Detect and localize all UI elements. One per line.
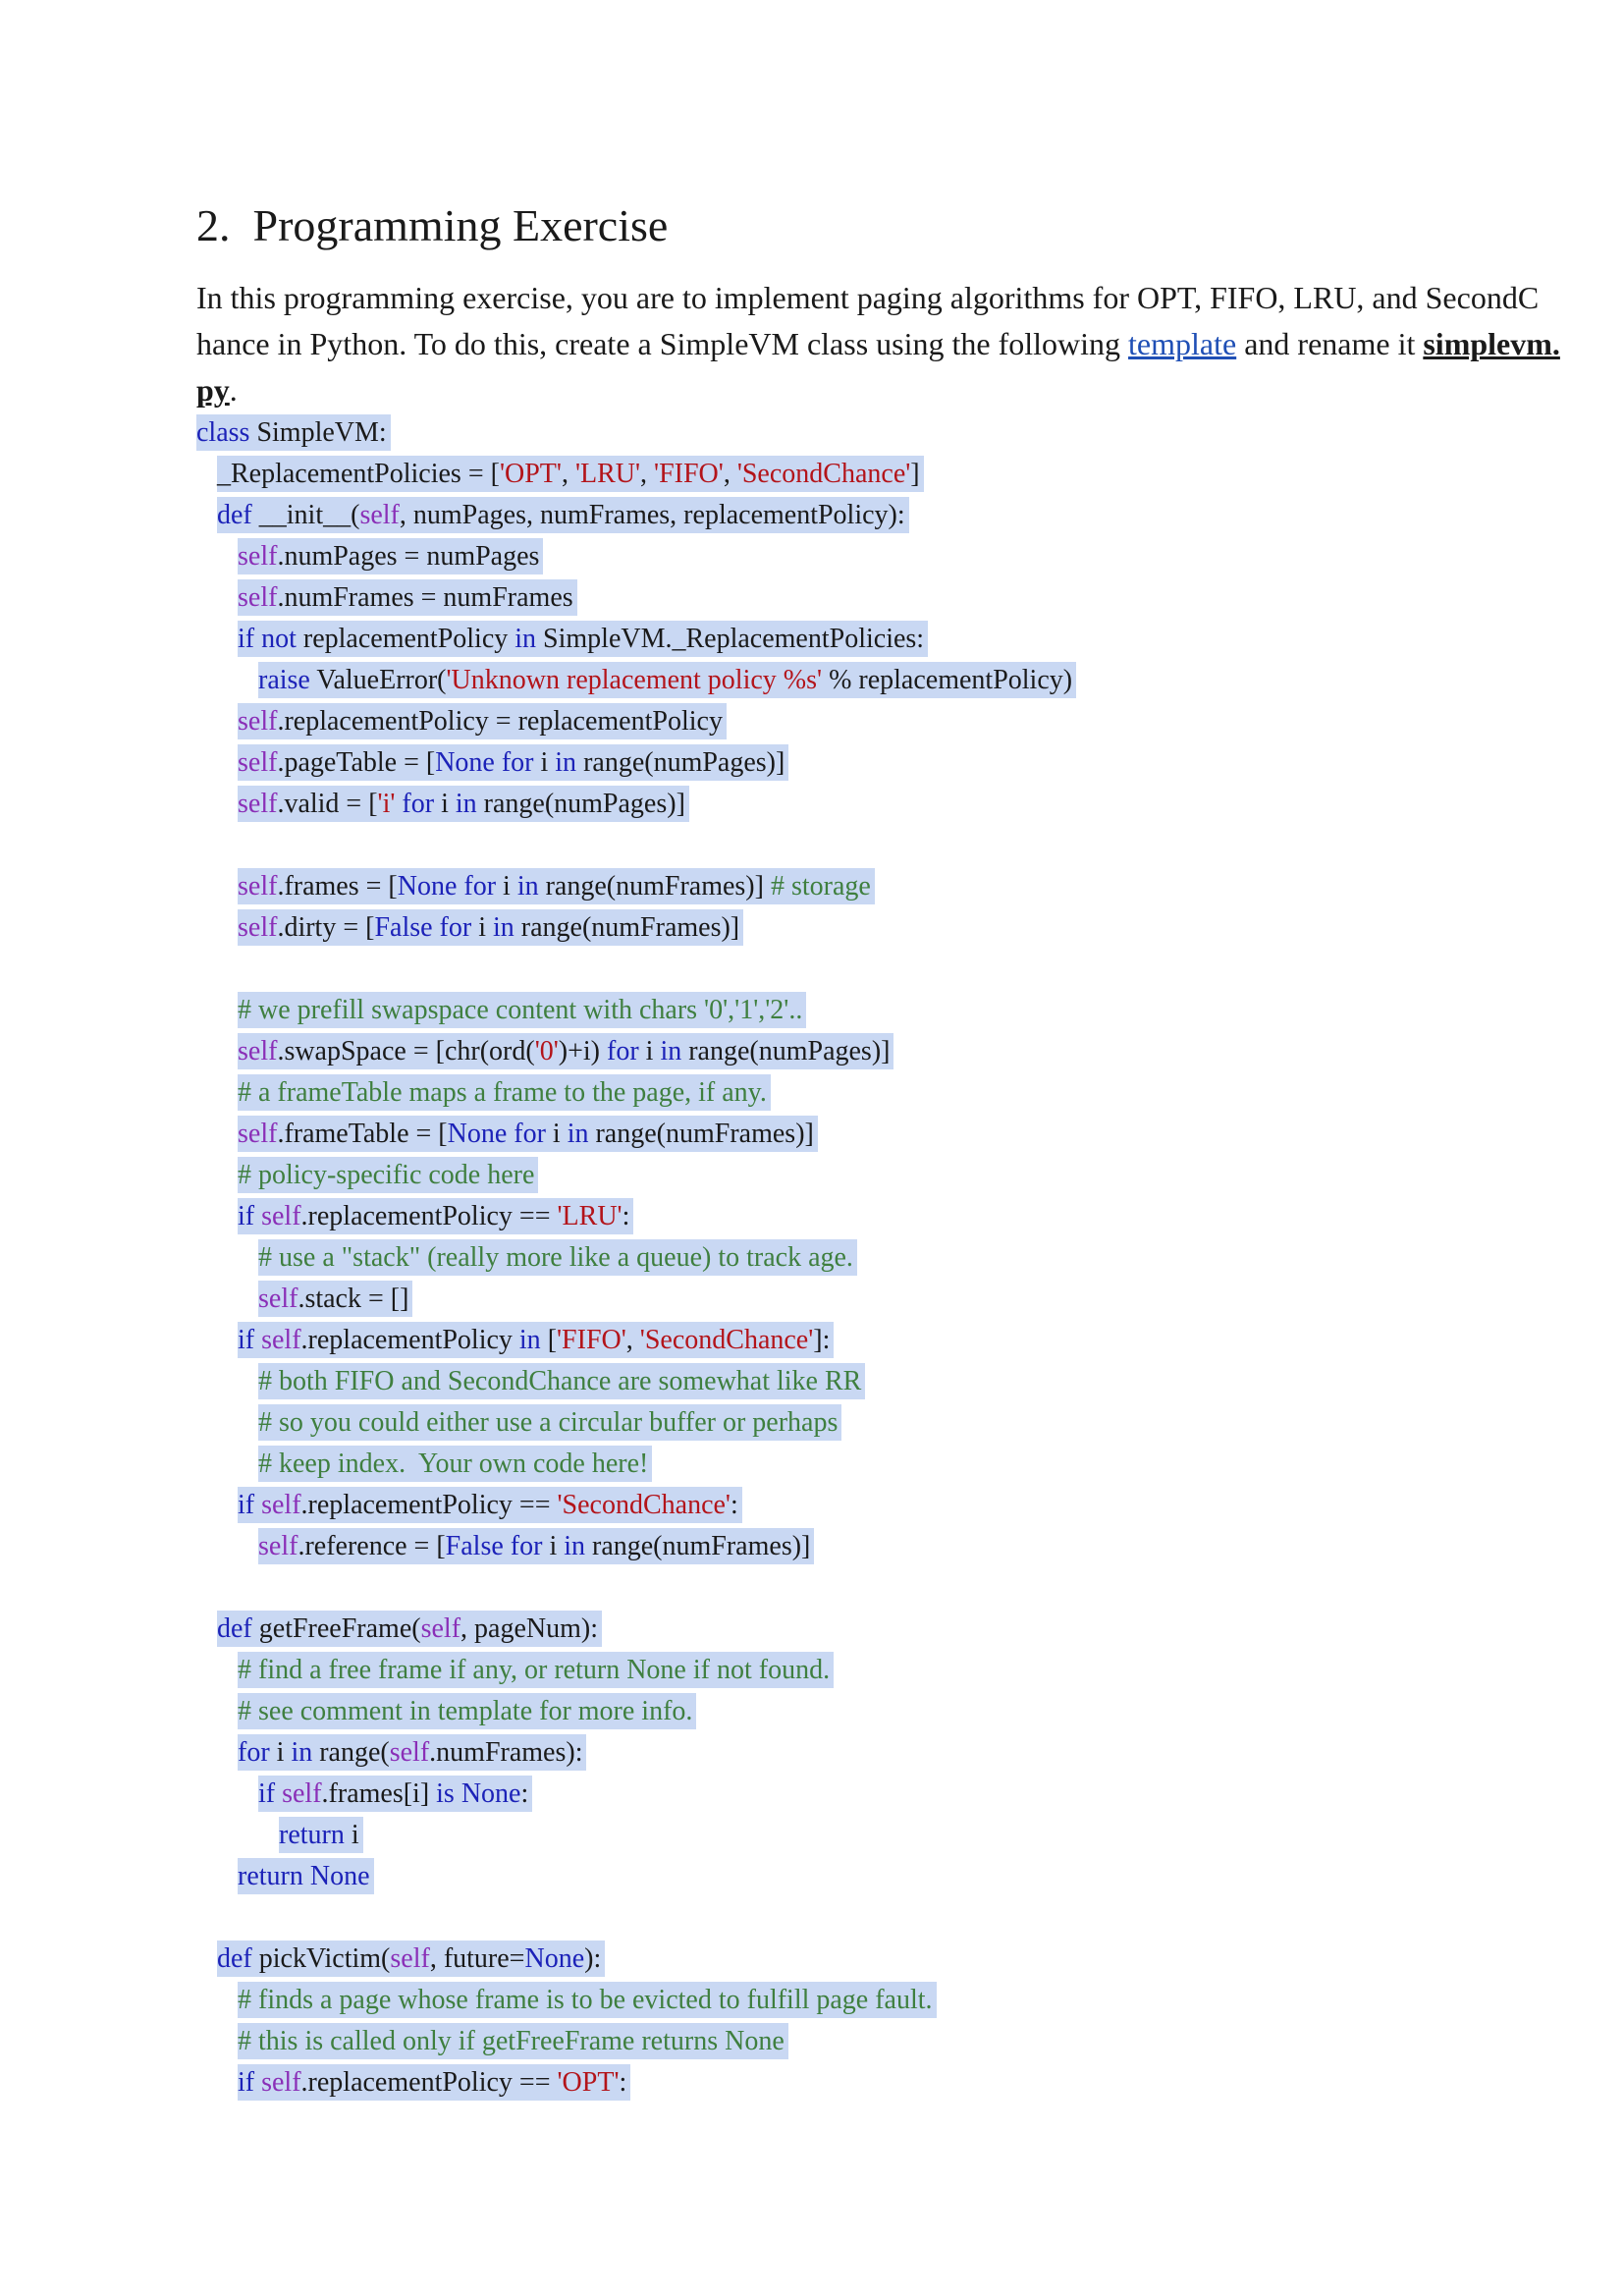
code-highlight bbox=[279, 1817, 363, 1853]
code-highlight bbox=[238, 1116, 818, 1152]
code-line bbox=[196, 1155, 1076, 1196]
intro-text: hance in Python. To do this, create a SimpleVM class using the following bbox=[196, 326, 1129, 361]
code-token: range(numPages)] bbox=[476, 789, 685, 819]
code-line bbox=[196, 784, 1076, 825]
code-token: def bbox=[217, 1943, 252, 1974]
code-token: in bbox=[567, 1119, 589, 1149]
code-indent bbox=[196, 1943, 217, 1974]
intro-text: and rename it bbox=[1236, 326, 1424, 361]
code-block bbox=[196, 412, 1076, 2104]
code-highlight bbox=[238, 909, 743, 946]
code-token: 'OPT' bbox=[499, 459, 562, 489]
code-highlight bbox=[238, 1982, 937, 2018]
code-token: .frames[i] bbox=[321, 1778, 437, 1809]
code-token: if bbox=[258, 1778, 276, 1809]
code-highlight bbox=[238, 579, 577, 616]
template-link[interactable]: template bbox=[1128, 326, 1237, 361]
code-token: self bbox=[258, 1284, 298, 1314]
code-token: in bbox=[455, 789, 477, 819]
code-token: in bbox=[291, 1737, 313, 1768]
code-token: : bbox=[619, 2067, 627, 2098]
code-token: in bbox=[564, 1531, 585, 1561]
code-indent bbox=[196, 912, 238, 943]
code-token: None for bbox=[397, 871, 497, 902]
code-highlight bbox=[238, 2064, 630, 2101]
code-token: , bbox=[640, 459, 655, 489]
code-token: range( bbox=[312, 1737, 390, 1768]
code-line bbox=[196, 495, 1076, 536]
section-number: 2. bbox=[196, 200, 231, 250]
code-highlight bbox=[258, 1404, 841, 1441]
code-line bbox=[196, 536, 1076, 577]
code-token: self bbox=[238, 541, 278, 572]
code-highlight bbox=[258, 1363, 865, 1399]
code-indent bbox=[196, 1119, 238, 1149]
code-token: 'SecondChance' bbox=[639, 1325, 814, 1355]
code-token: .replacementPolicy == bbox=[300, 1201, 558, 1231]
code-token: 'SecondChance' bbox=[736, 459, 911, 489]
code-line bbox=[196, 1279, 1076, 1320]
code-line bbox=[196, 1567, 1076, 1609]
code-token: # a frameTable maps a frame to the page, if any. bbox=[238, 1077, 767, 1108]
code-highlight bbox=[238, 1487, 742, 1523]
code-token: self bbox=[238, 789, 278, 819]
code-line bbox=[196, 412, 1076, 454]
code-line bbox=[196, 619, 1076, 660]
filename-extension: py bbox=[196, 372, 230, 408]
code-indent bbox=[196, 1490, 238, 1520]
code-indent bbox=[196, 1077, 238, 1108]
code-highlight bbox=[238, 1734, 586, 1771]
code-token: ValueError( bbox=[309, 665, 447, 695]
code-line bbox=[196, 1774, 1076, 1815]
code-token: if not bbox=[238, 624, 297, 654]
code-indent bbox=[196, 1325, 238, 1355]
code-token: , numPages, numFrames, replacementPolicy): bbox=[399, 500, 905, 530]
code-line bbox=[196, 949, 1076, 990]
intro-paragraph bbox=[196, 275, 1560, 413]
code-line bbox=[196, 454, 1076, 495]
code-highlight bbox=[238, 1198, 633, 1234]
code-line bbox=[196, 1485, 1076, 1526]
code-highlight bbox=[238, 1858, 374, 1894]
code-token: , bbox=[625, 1325, 640, 1355]
code-token: if bbox=[238, 1325, 255, 1355]
code-line bbox=[196, 1031, 1076, 1072]
code-token: self bbox=[261, 2067, 301, 2098]
code-highlight bbox=[217, 497, 909, 533]
code-token: range(numFrames)] bbox=[588, 1119, 814, 1149]
code-indent bbox=[196, 1036, 238, 1066]
code-line bbox=[196, 1815, 1076, 1856]
code-line bbox=[196, 742, 1076, 784]
code-token: .replacementPolicy bbox=[300, 1325, 519, 1355]
code-token: 'FIFO' bbox=[654, 459, 724, 489]
code-token: is None bbox=[436, 1778, 521, 1809]
code-token: getFreeFrame( bbox=[251, 1613, 421, 1644]
intro-text: . bbox=[229, 372, 238, 408]
code-token: # policy-specific code here bbox=[238, 1160, 535, 1190]
code-token: # see comment in template for more info. bbox=[238, 1696, 693, 1726]
code-indent bbox=[196, 995, 238, 1025]
code-token: def bbox=[217, 1613, 252, 1644]
code-token: .pageTable = [ bbox=[277, 747, 436, 778]
code-token: self bbox=[238, 871, 278, 902]
code-token: pickVictim( bbox=[251, 1943, 391, 1974]
code-indent bbox=[196, 1778, 258, 1809]
code-token: self bbox=[238, 747, 278, 778]
code-token: range(numFrames)] bbox=[514, 912, 740, 943]
code-indent bbox=[196, 2067, 238, 2098]
code-highlight bbox=[238, 1693, 696, 1729]
code-indent bbox=[196, 1407, 258, 1438]
code-line bbox=[196, 1402, 1076, 1444]
code-token: i bbox=[434, 789, 456, 819]
code-indent bbox=[196, 459, 217, 489]
code-highlight bbox=[238, 1652, 834, 1688]
code-token: 'FIFO' bbox=[557, 1325, 626, 1355]
code-indent bbox=[196, 500, 217, 530]
code-indent bbox=[196, 1861, 238, 1891]
code-highlight bbox=[238, 2023, 788, 2059]
code-token: 'LRU' bbox=[574, 459, 641, 489]
code-token: i bbox=[496, 871, 517, 902]
code-highlight bbox=[238, 868, 875, 904]
code-token: # both FIFO and SecondChance are somewhat like RR bbox=[258, 1366, 862, 1396]
intro-line-1: In this programming exercise, you are to implement paging algorithms for OPT, FIFO, LRU, and SecondC bbox=[196, 280, 1540, 315]
code-token: SimpleVM._ReplacementPolicies: bbox=[536, 624, 925, 654]
code-highlight bbox=[238, 538, 543, 574]
code-token: if bbox=[238, 1201, 255, 1231]
code-highlight bbox=[238, 1322, 834, 1358]
code-token: _ReplacementPolicies = [ bbox=[217, 459, 500, 489]
code-token: return None bbox=[238, 1861, 370, 1891]
code-token: .frameTable = [ bbox=[277, 1119, 448, 1149]
code-token: i bbox=[545, 1119, 568, 1149]
code-highlight bbox=[258, 1776, 532, 1812]
code-line bbox=[196, 907, 1076, 949]
code-token: # finds a page whose frame is to be evicted to fulfill page fault. bbox=[238, 1985, 933, 2015]
code-line bbox=[196, 1444, 1076, 1485]
code-token: .frames = [ bbox=[277, 871, 398, 902]
code-token: self bbox=[258, 1531, 298, 1561]
code-token: for bbox=[402, 789, 435, 819]
code-line bbox=[196, 1939, 1076, 1980]
code-token: '0' bbox=[534, 1036, 559, 1066]
intro-line-3 bbox=[196, 367, 1443, 413]
code-token: # so you could either use a circular buffer or perhaps bbox=[258, 1407, 839, 1438]
code-indent bbox=[196, 2026, 238, 2056]
code-line bbox=[196, 1196, 1076, 1237]
code-line bbox=[196, 1526, 1076, 1567]
code-token: range(numPages)] bbox=[681, 1036, 891, 1066]
code-token: # this is called only if getFreeFrame returns None bbox=[238, 2026, 785, 2056]
code-token: return bbox=[279, 1820, 345, 1850]
code-indent bbox=[196, 1366, 258, 1396]
code-indent bbox=[196, 1284, 258, 1314]
code-highlight bbox=[238, 621, 928, 657]
code-token: .stack = [] bbox=[298, 1284, 409, 1314]
code-line bbox=[196, 2021, 1076, 2062]
code-token: ] bbox=[910, 459, 920, 489]
code-highlight bbox=[217, 1941, 605, 1977]
code-highlight bbox=[217, 456, 924, 492]
code-token: self bbox=[238, 912, 278, 943]
code-token: # find a free frame if any, or return None if not found. bbox=[238, 1655, 831, 1685]
code-token: in bbox=[555, 747, 577, 778]
code-token: # use a "stack" (really more like a queue) to track age. bbox=[258, 1242, 853, 1273]
code-highlight bbox=[258, 1239, 857, 1276]
code-token: # keep index. Your own code here! bbox=[258, 1449, 649, 1479]
code-token: self bbox=[238, 582, 278, 613]
code-line bbox=[196, 1072, 1076, 1114]
code-token: class bbox=[196, 417, 250, 448]
code-token: self bbox=[282, 1778, 322, 1809]
code-highlight bbox=[258, 1281, 412, 1317]
code-token: i bbox=[542, 1531, 565, 1561]
code-token: for bbox=[607, 1036, 639, 1066]
code-highlight bbox=[238, 1074, 771, 1111]
code-token: .valid = [ bbox=[277, 789, 378, 819]
code-indent bbox=[196, 665, 258, 695]
code-token: in bbox=[518, 1325, 541, 1355]
code-highlight bbox=[238, 1157, 538, 1193]
code-highlight bbox=[238, 992, 806, 1028]
code-token: .numPages = numPages bbox=[277, 541, 540, 572]
code-token: 'i' bbox=[377, 789, 396, 819]
code-token: in bbox=[516, 871, 539, 902]
code-line bbox=[196, 866, 1076, 907]
code-token: # we prefill swapspace content with chars '0','1','2'.. bbox=[238, 995, 803, 1025]
code-highlight bbox=[258, 1528, 814, 1564]
code-indent bbox=[196, 624, 238, 654]
code-indent bbox=[196, 1531, 258, 1561]
code-token: .replacementPolicy == bbox=[300, 1490, 558, 1520]
code-token: for bbox=[238, 1737, 270, 1768]
code-line bbox=[196, 577, 1076, 619]
code-token: __init__( bbox=[251, 500, 360, 530]
code-token: SimpleVM: bbox=[249, 417, 387, 448]
code-line bbox=[196, 660, 1076, 701]
code-indent bbox=[196, 747, 238, 778]
code-token: replacementPolicy bbox=[296, 624, 515, 654]
code-token: False for bbox=[445, 1531, 543, 1561]
code-token: False for bbox=[374, 912, 472, 943]
code-token: range(numFrames)] bbox=[538, 871, 771, 902]
code-token: .numFrames): bbox=[429, 1737, 583, 1768]
code-highlight bbox=[238, 703, 727, 739]
code-token: if bbox=[238, 1490, 255, 1520]
code-token: self bbox=[359, 500, 400, 530]
code-line bbox=[196, 1361, 1076, 1402]
code-indent bbox=[196, 1449, 258, 1479]
code-line bbox=[196, 2062, 1076, 2104]
code-token: i bbox=[533, 747, 556, 778]
code-token: 'LRU' bbox=[557, 1201, 623, 1231]
code-token: None for bbox=[447, 1119, 546, 1149]
code-token: ): bbox=[584, 1943, 602, 1974]
code-token: self bbox=[389, 1737, 430, 1768]
code-token: self bbox=[238, 706, 278, 737]
code-line bbox=[196, 1650, 1076, 1691]
code-token: # storage bbox=[770, 871, 871, 902]
code-token: i bbox=[471, 912, 493, 943]
section-heading bbox=[196, 194, 668, 257]
code-token: % replacementPolicy) bbox=[822, 665, 1073, 695]
code-token: )+i) bbox=[558, 1036, 607, 1066]
code-token: in bbox=[514, 624, 537, 654]
code-token: : bbox=[520, 1778, 529, 1809]
code-token: .replacementPolicy == bbox=[300, 2067, 558, 2098]
code-token: self bbox=[420, 1613, 461, 1644]
code-token: def bbox=[217, 500, 252, 530]
code-token: i bbox=[344, 1820, 359, 1850]
code-highlight bbox=[258, 662, 1076, 698]
code-highlight bbox=[217, 1611, 602, 1647]
code-line bbox=[196, 1732, 1076, 1774]
code-highlight bbox=[258, 1446, 652, 1482]
code-token: 'Unknown replacement policy %s' bbox=[446, 665, 823, 695]
code-token: if bbox=[238, 2067, 255, 2098]
code-line bbox=[196, 701, 1076, 742]
code-token: range(numFrames)] bbox=[585, 1531, 811, 1561]
code-indent bbox=[196, 1737, 238, 1768]
code-token: None for bbox=[435, 747, 534, 778]
code-token: self bbox=[261, 1201, 301, 1231]
code-line bbox=[196, 1856, 1076, 1897]
code-token: self bbox=[238, 1036, 278, 1066]
code-token: , bbox=[723, 459, 737, 489]
code-token: self bbox=[238, 1119, 278, 1149]
code-token: i bbox=[638, 1036, 661, 1066]
code-indent bbox=[196, 1613, 217, 1644]
code-token: : bbox=[730, 1490, 738, 1520]
code-highlight bbox=[238, 1033, 893, 1069]
code-token: self bbox=[261, 1325, 301, 1355]
code-token: ]: bbox=[813, 1325, 831, 1355]
code-token: [ bbox=[540, 1325, 558, 1355]
code-line bbox=[196, 990, 1076, 1031]
code-token: 'SecondChance' bbox=[557, 1490, 731, 1520]
code-token: in bbox=[660, 1036, 682, 1066]
code-token: : bbox=[622, 1201, 630, 1231]
code-token: 'OPT' bbox=[557, 2067, 620, 2098]
code-indent bbox=[196, 1696, 238, 1726]
code-token: .numFrames = numFrames bbox=[277, 582, 573, 613]
code-line bbox=[196, 1237, 1076, 1279]
code-indent bbox=[196, 582, 238, 613]
code-highlight bbox=[196, 414, 391, 451]
code-token: i bbox=[269, 1737, 292, 1768]
section-title: Programming Exercise bbox=[252, 200, 669, 250]
code-indent bbox=[196, 1201, 238, 1231]
code-highlight bbox=[238, 744, 788, 781]
code-line bbox=[196, 1320, 1076, 1361]
intro-line-2 bbox=[196, 321, 1560, 367]
code-token: , pageNum): bbox=[460, 1613, 598, 1644]
code-line bbox=[196, 1691, 1076, 1732]
code-indent bbox=[196, 1820, 279, 1850]
code-line bbox=[196, 1114, 1076, 1155]
code-token: .reference = [ bbox=[298, 1531, 446, 1561]
code-token: , future= bbox=[429, 1943, 525, 1974]
code-indent bbox=[196, 1985, 238, 2015]
code-indent bbox=[196, 541, 238, 572]
code-highlight bbox=[238, 786, 689, 822]
code-token: , bbox=[561, 459, 575, 489]
code-indent bbox=[196, 706, 238, 737]
code-token: in bbox=[492, 912, 514, 943]
code-token: .replacementPolicy = replacementPolicy bbox=[277, 706, 723, 737]
code-indent bbox=[196, 871, 238, 902]
code-line bbox=[196, 1609, 1076, 1650]
filename: simplevm. bbox=[1423, 326, 1560, 361]
code-token: self bbox=[390, 1943, 430, 1974]
code-indent bbox=[196, 1655, 238, 1685]
code-token: None bbox=[524, 1943, 585, 1974]
code-token: .dirty = [ bbox=[277, 912, 375, 943]
code-line bbox=[196, 825, 1076, 866]
code-token: self bbox=[261, 1490, 301, 1520]
code-line bbox=[196, 1897, 1076, 1939]
code-token: range(numPages)] bbox=[576, 747, 785, 778]
code-indent bbox=[196, 789, 238, 819]
code-token: .swapSpace = [chr(ord( bbox=[277, 1036, 535, 1066]
code-token: raise bbox=[258, 665, 310, 695]
code-indent bbox=[196, 1160, 238, 1190]
code-indent bbox=[196, 1242, 258, 1273]
code-line bbox=[196, 1980, 1076, 2021]
